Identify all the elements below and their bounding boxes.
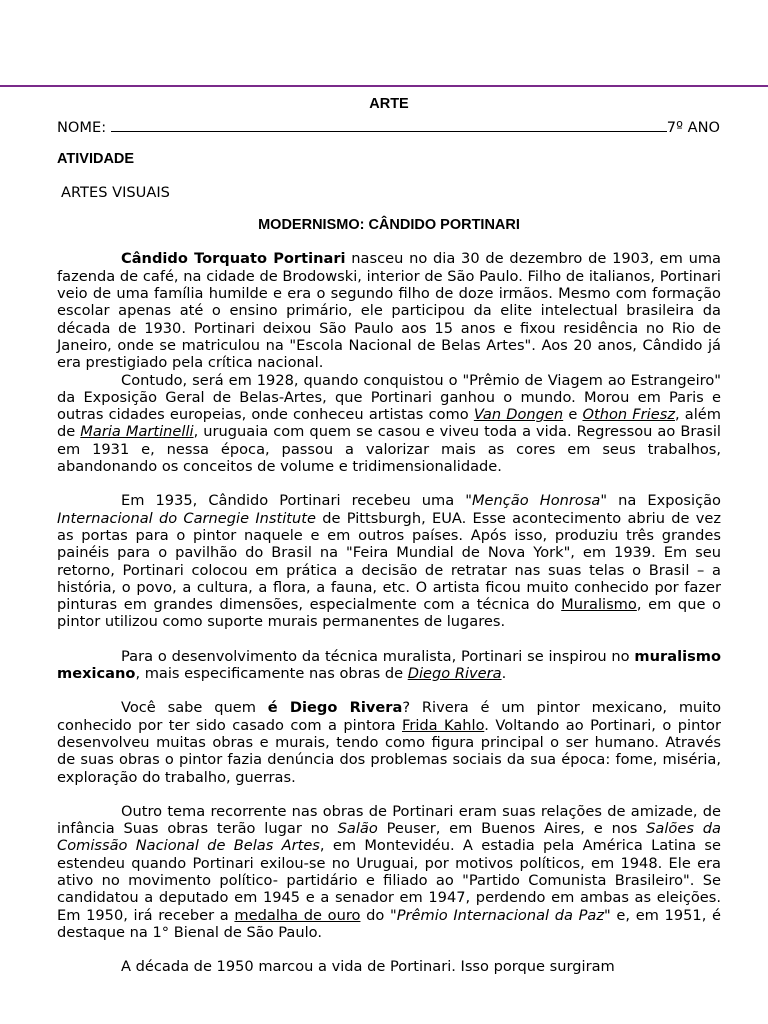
link-van-dongen[interactable]: Van Dongen: [473, 406, 564, 424]
italic-text: Internacional do Carnegie Institute: [57, 509, 316, 527]
text-span: Peuser, em Buenos Aires, e nos: [377, 820, 647, 838]
header-rule: [0, 85, 768, 87]
text-span: Contudo, será em 1928, quando conquistou o "Prêmio de Viagem ao Estrangeiro" da Exposição Geral de Belas-Artes, que Portinari ganhou o mundo. Morou em Paris e outras cidades europeias, onde conheceu artistas como: [57, 371, 721, 424]
name-blank[interactable]: [111, 118, 667, 132]
document-page: [57, 96, 721, 975]
link-othon-friesz[interactable]: Othon Friesz: [582, 406, 675, 424]
bold-text: muralismo mexicano: [57, 647, 721, 683]
name-label: NOME:: [57, 119, 107, 137]
text-span: Você sabe quem: [121, 699, 268, 717]
text-span: . Voltando ao Portinari, o pintor desenvolveu muitas obras e murais, tendo como figura principal o ser humano. Através de suas obras o pintor fazia denúncia dos problemas sociais da sua época: fome, miséria, exploração do trabalho, guerras.: [57, 716, 721, 786]
paragraph-7: [57, 958, 721, 975]
text-span: Em 1935, Cândido Portinari recebeu uma: [121, 492, 466, 510]
text-span: ? Rivera é um pintor mexicano, muito conhecido por ter sido casado com a pintora: [57, 699, 721, 734]
paragraph-1: [57, 250, 721, 371]
text-span: , em Montevidéu. A estadia pela América Latina se estendeu quando Portinari exilou-se no Uruguai, por motivos políticos, em 1948. Ele era ativo no movimento político- partidário e filiado ao "Partido Comunista Brasileiro". Se candidatou a deputado em 1945 e a senador em 1947, perdendo em ambas as eleições. Em 1950, irá receber a: [57, 837, 721, 924]
text-span: , além de: [57, 406, 721, 441]
activity-heading: ATIVIDADE: [57, 150, 135, 167]
text-span: nasceu no dia 30 de dezembro de 1903, em uma fazenda de café, na cidade de Brodowski, interior de São Paulo. Filho de italianos, Portinari veio de uma família humilde e era o segundo filho de doze irmãos. Mesmo com formação escolar apenas até o ensino primário, ele participou da elite intelectual brasileira da década de 1930. Portinari deixou São Paulo aos 15 anos e fixou residência no Rio de Janeiro, onde se matriculou na "Escola Nacional de Belas Artes". Aos 20 anos, Cândido já era prestigiado pela crítica nacional.: [57, 250, 721, 372]
paragraph-2: [57, 372, 721, 476]
link-muralismo[interactable]: Muralismo: [561, 596, 637, 614]
italic-text: Salões da Comissão Nacional de Belas Artes: [57, 820, 721, 855]
text-span: A década de 1950 marcou a vida de Portinari. Isso porque surgiram: [121, 958, 615, 976]
grade-label: 7º ANO: [666, 119, 720, 137]
article-title: MODERNISMO: CÂNDIDO PORTINARI: [258, 217, 520, 234]
text-span: e, em 1951, é destaque na 1° Bienal de São Paulo.: [57, 906, 721, 941]
area-label: ARTES VISUAIS: [61, 183, 170, 201]
text-span: de Pittsburgh, EUA. Esse acontecimento abriu de vez as portas para o pintor naquele e em outros países. Após isso, produziu três grandes painéis para o pavilhão do Brasil na "Feira Mundial de Nova York", em 1939. Em seu retorno, Portinari colocou em prática a decisão de retratar nas suas telas o Brasil – a história, o povo, a cultura, a flora, a fauna, etc. O artista ficou muito conhecido por fazer pinturas em grandes dimensões, especialmente com a técnica do: [57, 509, 721, 614]
text-span: na Exposição: [607, 492, 721, 510]
link-medalha-de-ouro[interactable]: medalha de ouro: [234, 906, 361, 924]
text-span: Outro tema recorrente nas obras de Portinari eram suas relações de amizade, de infância Suas obras terão lugar no: [57, 802, 721, 838]
text-span: .: [501, 665, 507, 683]
italic-text: "Prêmio Internacional da Paz": [390, 906, 611, 924]
link-maria-martinelli[interactable]: Maria Martinelli: [80, 423, 194, 441]
link-frida-kahlo[interactable]: Frida Kahlo: [402, 716, 485, 734]
paragraph-3: [57, 492, 721, 630]
bold-text: é Diego Rivera: [267, 699, 403, 717]
subject-heading: ARTE: [369, 96, 409, 112]
text-span: , uruguaia com quem se casou e viveu toda a vida. Regressou ao Brasil em 1931 e, nessa época, passou a valorizar mais as cores em seus trabalhos, abandonando os conceitos de volume e tridimensionalidade.: [57, 423, 721, 476]
text-span: do: [360, 906, 390, 924]
paragraph-4: [57, 648, 721, 683]
text-span: , em que o pintor utilizou como suporte murais permanentes de lugares.: [57, 596, 721, 631]
link-diego-rivera[interactable]: Diego Rivera: [407, 665, 502, 683]
text-span: Para o desenvolvimento da técnica muralista, Portinari se inspirou no: [121, 647, 635, 665]
paragraph-5: [57, 699, 721, 785]
italic-text: Salão: [337, 820, 378, 838]
text-span: , mais especificamente nas obras de: [135, 665, 408, 683]
text-span: e: [563, 406, 583, 424]
bold-text: Cândido Torquato Portinari: [121, 250, 346, 268]
italic-text: "Menção Honrosa": [465, 492, 608, 510]
name-field-line: [57, 118, 721, 136]
paragraph-6: [57, 803, 721, 941]
